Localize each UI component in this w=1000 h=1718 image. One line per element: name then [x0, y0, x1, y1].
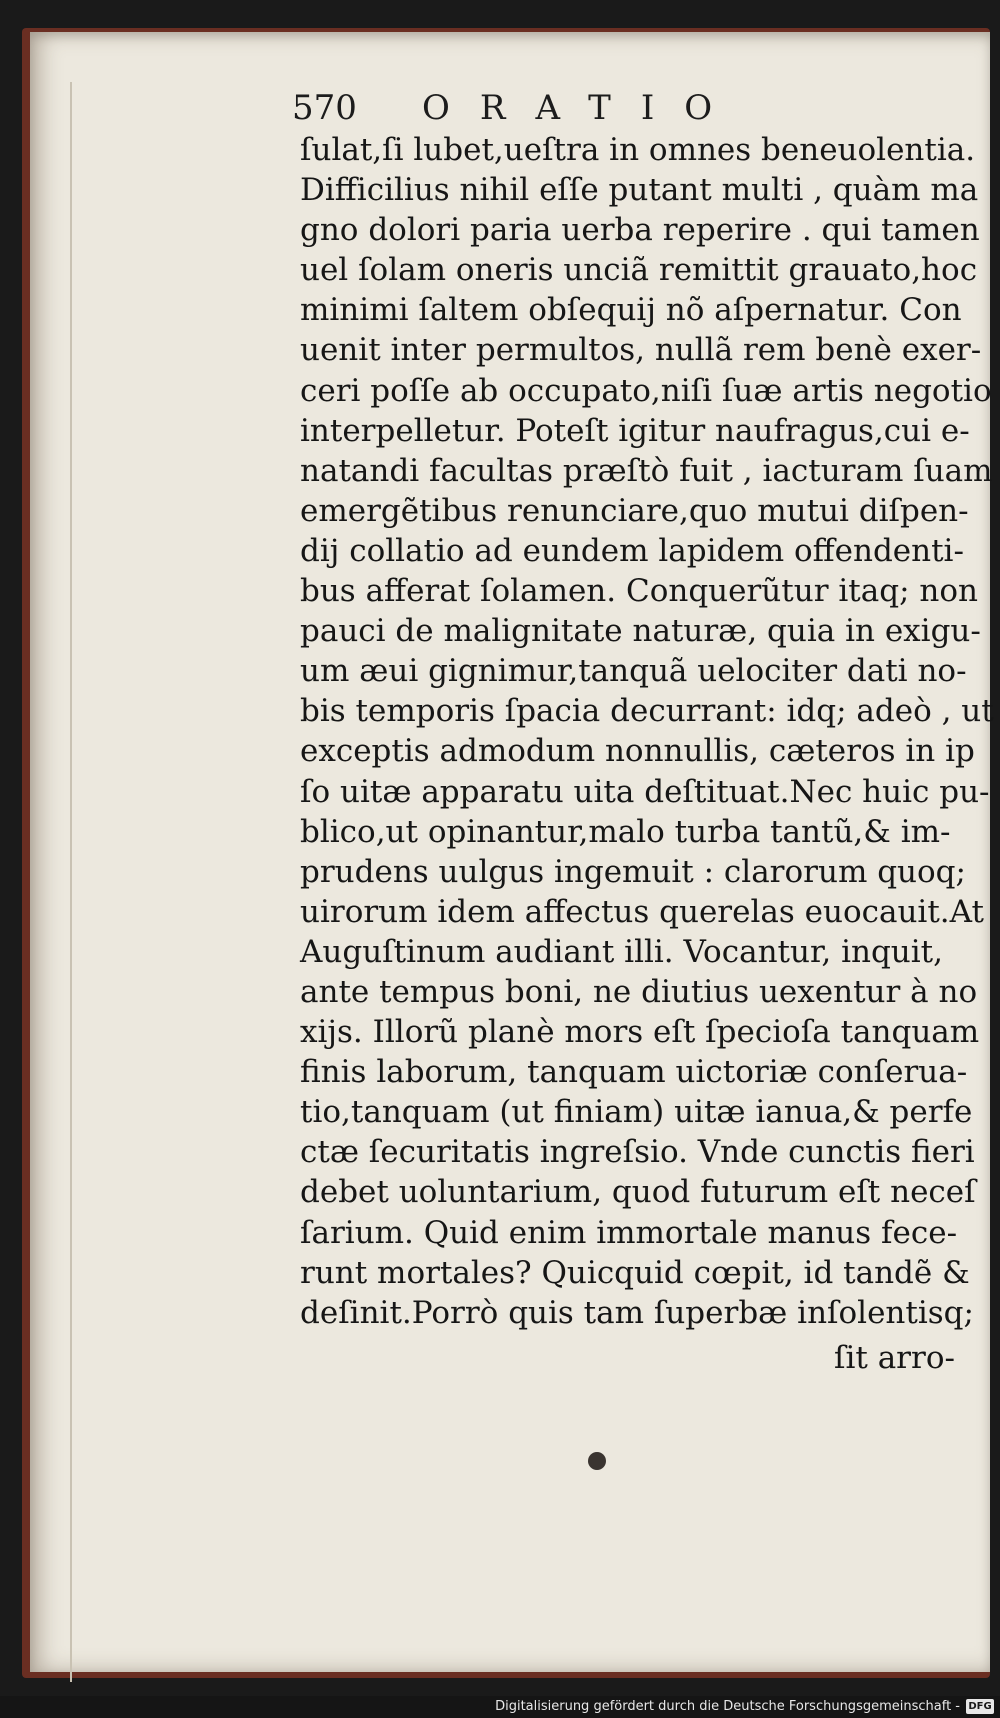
text-line: natandi facultas præſtò fuit , iacturam ſuam: [300, 452, 993, 489]
text-line: um æui gignimur,tanquã uelociter dati no-: [300, 653, 967, 690]
text-line: tio,tanquam (ut finiam) uitæ ianua,& perfe: [300, 1094, 973, 1131]
text-line: ceri poſſe ab occupato,niſi ſuæ artis negotio: [300, 372, 992, 409]
page-number: 570: [292, 88, 357, 128]
text-line: xijs. Illorũ planè mors eſt ſpecioſa tanquam: [300, 1014, 980, 1051]
digitization-footer: [0, 1696, 1000, 1718]
text-line: ctæ ſecuritatis ingreſsio. Vnde cunctis fieri: [300, 1134, 975, 1171]
text-line: runt mortales? Quicquid cœpit, id tandẽ &: [300, 1254, 970, 1291]
text-line: gno dolori paria uerba reperire . qui tamen: [300, 212, 980, 249]
text-line: uel ſolam oneris unciã remittit grauato,hoc: [300, 252, 978, 289]
text-line: ante tempus boni, ne diutius uexentur à no: [300, 973, 978, 1010]
text-line: ſarium. Quid enim immortale manus fece-: [300, 1214, 958, 1251]
text-line: minimi ſaltem obſequij nõ aſpernatur. Con: [300, 292, 962, 329]
text-line: prudens uulgus ingemuit : clarorum quoq;: [300, 853, 966, 890]
text-line: bis temporis ſpacia decurrant: idq; adeò , ut: [300, 693, 994, 730]
text-line: exceptis admodum nonnullis, cæteros in ip: [300, 733, 975, 770]
text-line: uirorum idem affectus querelas euocauit.At: [300, 893, 984, 930]
catchword: ſit arro-: [834, 1340, 955, 1376]
text-line: emergẽtibus renunciare,quo mutui diſpen-: [300, 492, 969, 529]
page-gutter-line: [70, 82, 72, 1682]
text-line: ſulat,ſi lubet,ueſtra in omnes beneuolentia.: [300, 132, 976, 168]
text-line: finis laborum, tanquam uictoriæ conſerua-: [300, 1054, 968, 1091]
running-head: [262, 86, 822, 130]
ink-blot: [588, 1452, 606, 1470]
text-line: bus afferat ſolamen. Conquerũtur itaq; non: [300, 573, 978, 610]
footer-credit-text: Digitalisierung gefördert durch die Deutsche Forschungsgemeinschaft -: [495, 1699, 960, 1714]
text-line: Difficilius nihil eſſe putant multi , quàm ma: [300, 172, 979, 209]
text-line: dij collatio ad eundem lapidem offendenti-: [300, 532, 964, 569]
text-line: deſinit.Porrò quis tam ſuperbæ inſolentisq;: [300, 1294, 974, 1331]
text-line: pauci de malignitate naturæ, quia in exigu-: [300, 613, 981, 650]
text-line: interpelletur. Poteſt igitur naufragus,cui e-: [300, 412, 970, 449]
text-line: blico,ut opinantur,malo turba tantũ,& im-: [300, 813, 951, 850]
text-line: ſo uitæ apparatu uita deſtituat.Nec huic pu-: [300, 773, 990, 810]
text-line: debet uoluntarium, quod futurum eſt neceſ: [300, 1174, 976, 1211]
text-line: uenit inter permultos, nullã rem benè exer-: [300, 332, 982, 369]
header-title: ORATIO: [422, 88, 743, 128]
text-line: Auguſtinum audiant illi. Vocantur, inquit,: [300, 933, 943, 970]
dfg-logo-icon: DFG: [966, 1699, 994, 1714]
body-text: [300, 130, 994, 1333]
